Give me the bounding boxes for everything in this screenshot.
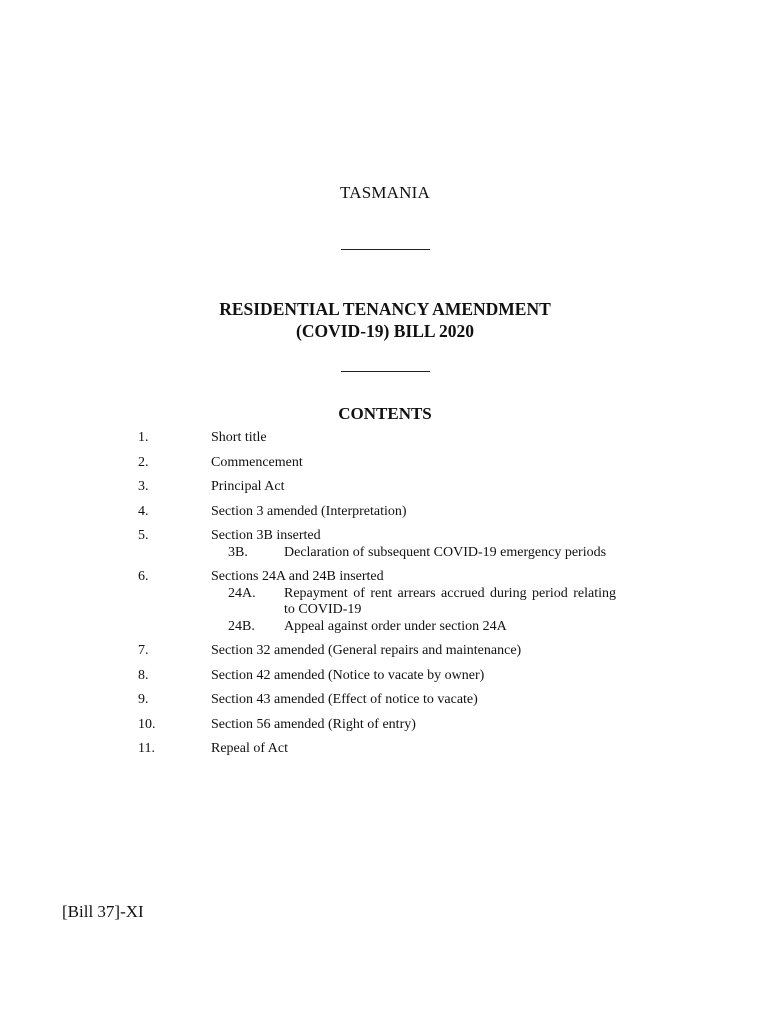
toc-item-title: Short title [211,430,267,445]
toc-item-title: Sections 24A and 24B inserted [211,569,384,584]
toc-item-title: Commencement [211,454,303,470]
toc-item-number: 3. [138,479,149,494]
toc-item [0,717,770,734]
toc-subitem [211,545,616,562]
toc-item [0,479,770,496]
toc-item [0,455,770,472]
toc-item-title: Repeal of Act [211,741,288,756]
toc-item-number: 1. [138,430,149,445]
toc-subitem [211,586,616,619]
divider-rule-bottom [341,371,430,372]
jurisdiction-heading: TASMANIA [340,183,430,202]
toc-subitem-number: 3B. [228,544,248,560]
toc-subitem [211,619,616,636]
toc-item [0,528,770,561]
toc-item [0,741,770,758]
toc-subitem-title: Appeal against order under section 24A [284,618,507,634]
toc-item-title: Section 43 amended (Effect of notice to vacate) [211,692,478,707]
toc-item [0,668,770,685]
toc-item-title: Principal Act [211,479,285,494]
toc-item-number: 11. [138,741,155,756]
bill-title-line-1: RESIDENTIAL TENANCY AMENDMENT [219,299,551,319]
toc-item [0,692,770,709]
toc-subitem-number: 24B. [228,618,255,634]
toc-item-number: 5. [138,528,149,543]
toc-item-number: 8. [138,667,149,683]
toc-item-number: 9. [138,692,149,707]
toc-item-title: Section 42 amended (Notice to vacate by owner) [211,667,485,683]
toc-item [0,504,770,521]
bill-title-line-2: (COVID-19) BILL 2020 [296,321,474,341]
toc-item-number: 6. [138,569,149,584]
toc-subitem-title: Declaration of subsequent COVID-19 emergency periods [284,544,607,560]
bill-identifier: [Bill 37]-XI [62,902,144,921]
toc-item-title: Section 32 amended (General repairs and maintenance) [211,643,522,658]
toc-item [0,430,770,447]
toc-item-title: Section 3 amended (Interpretation) [211,503,407,519]
toc-subitem-number: 24A. [228,585,256,601]
toc-item-title: Section 56 amended (Right of entry) [211,716,416,732]
toc-item-number: 4. [138,503,149,519]
table-of-contents [0,430,770,766]
divider-rule-top [341,249,430,250]
toc-item-number: 2. [138,454,149,470]
toc-item-title: Section 3B inserted [211,528,321,543]
bill-title [0,298,770,342]
contents-heading: CONTENTS [338,404,432,423]
toc-item [0,643,770,660]
toc-subitem-title: Repayment of rent arrears accrued during period relating to COVID-19 [284,585,616,617]
toc-item [0,569,770,635]
toc-item-number: 7. [138,643,149,658]
toc-item-number: 10. [138,716,156,732]
